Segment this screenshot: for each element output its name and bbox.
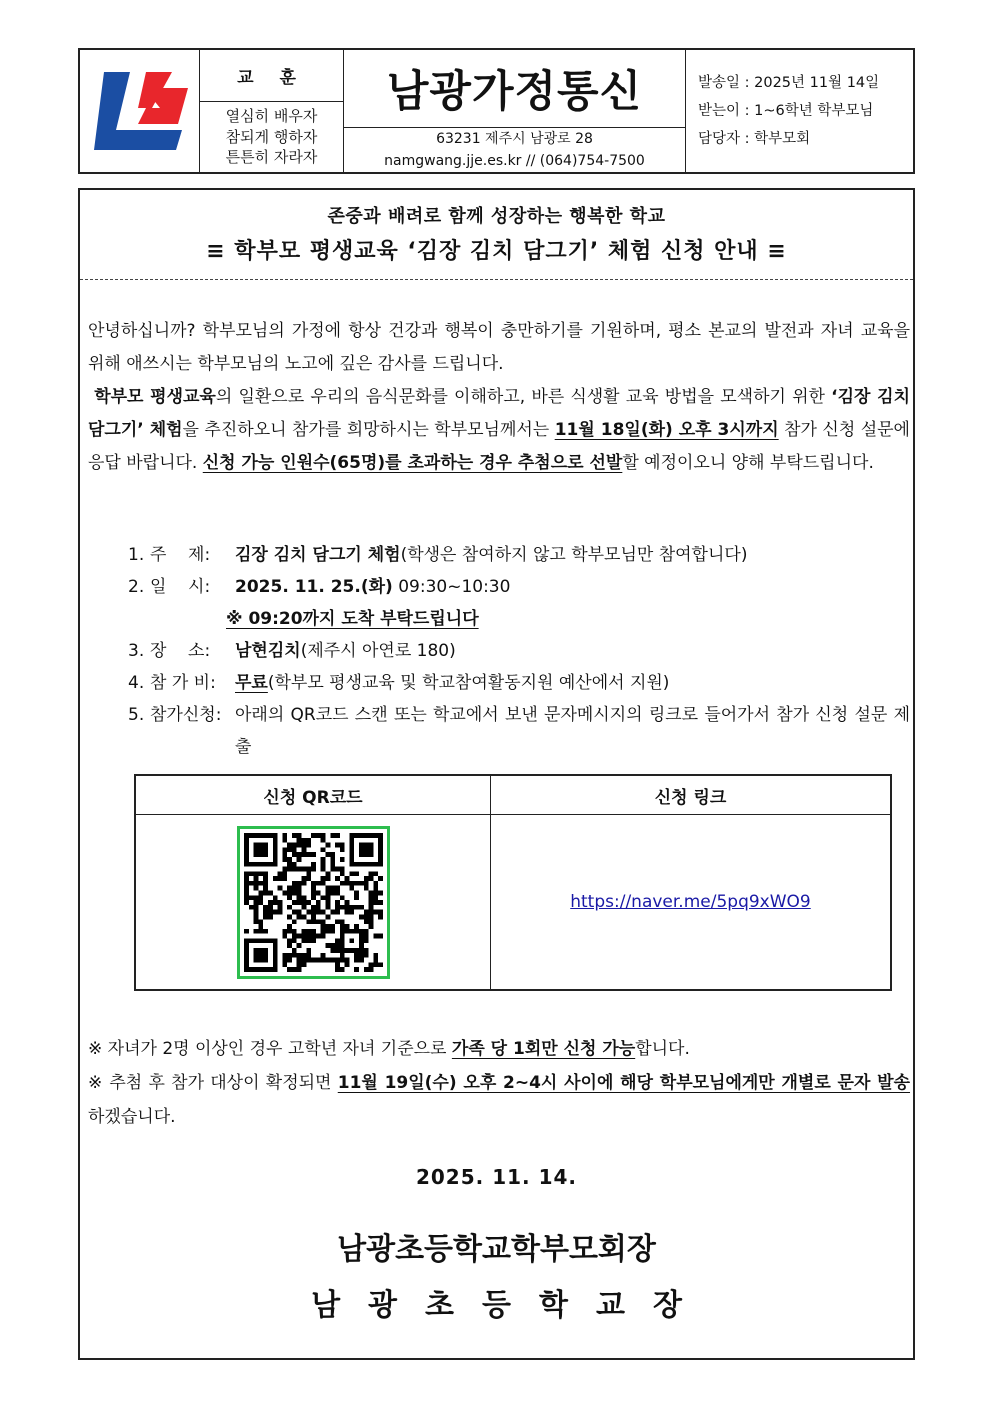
notes (88, 1032, 910, 1134)
contact-line: namgwang.jje.es.kr // (064)754-7500 (384, 153, 645, 169)
item-key: 장 소: (150, 641, 211, 661)
event-details (128, 539, 910, 763)
greeting-paragraph: 안녕하십니까? 학부모님의 가정에 항상 건강과 행복이 충만하기를 기원하며, 평소 본교의 발전과 자녀 교육을 위해 애쓰시는 학부모님의 노고에 깊은 감사를 드립니다. (88, 321, 910, 374)
letter-body (78, 188, 915, 1360)
deadline-text: 11월 18일(화) 오후 3시까지 (554, 420, 779, 440)
school-slogan: 존중과 배려로 함께 성장하는 행복한 학교 (327, 206, 666, 227)
item-value (235, 699, 910, 763)
text: 할 예정이오니 양해 부탁드립니다. (622, 453, 874, 473)
motto-lines (200, 102, 343, 172)
qr-column-header: 신청 QR코드 (136, 776, 491, 814)
link-column-header: 신청 링크 (654, 787, 727, 808)
sent-date: 발송일 : 2025년 11월 14일 (698, 75, 880, 91)
detail-item-fee (128, 667, 910, 699)
item-value-bold: 2025. 11. 25.(화) (235, 577, 393, 597)
intro-text (88, 315, 910, 480)
signature-pta-president: 남광초등학교학부모회장 (337, 1232, 656, 1267)
newsletter-title-block (344, 50, 686, 172)
item-value (235, 539, 910, 571)
text: ※ 자녀가 2명 이상인 경우 고학년 자녀 기준으로 (88, 1039, 452, 1059)
recipient: 받는이 : 1~6학년 학부모님 (698, 103, 874, 119)
motto-line: 튼튼히 자라자 (225, 148, 318, 167)
motto-line: 참되게 행하자 (225, 127, 318, 146)
text: 의 일환으로 우리의 음식문화를 이해하고, 바른 식생활 교육 방법을 모색하기 위한 (215, 387, 832, 407)
letter-meta (686, 50, 913, 172)
item-key: 일 시: (150, 577, 211, 597)
item-value (235, 667, 910, 699)
item-value-rest: 09:30~10:30 (392, 577, 511, 597)
text: 하겠습니다. (88, 1107, 176, 1127)
detail-item-location (128, 635, 910, 667)
item-number: 2. (128, 577, 145, 597)
motto-title: 교 훈 (200, 50, 343, 102)
item-key: 주 제: (150, 545, 211, 565)
item-value-bold: 김장 김치 담그기 체험 (235, 545, 401, 565)
letterhead (78, 48, 915, 174)
lottery-notice: 신청 가능 인원수(65명)를 초과하는 경우 추첨으로 선발 (202, 453, 623, 473)
item-number: 3. (128, 641, 145, 661)
item-value-rest: (제주시 아연로 180) (300, 641, 456, 661)
text: 합니다. (635, 1039, 690, 1059)
qr-code[interactable] (237, 826, 390, 979)
document-title: ≡ 학부모 평생교육 ‘김장 김치 담그기’ 체험 신청 안내 ≡ (206, 239, 787, 264)
school-motto (200, 50, 344, 172)
issue-date: 2025. 11. 14. (415, 1165, 578, 1189)
announcement-paragraph (88, 381, 910, 480)
motto-line: 열심히 배우자 (225, 107, 318, 126)
item-value (235, 635, 910, 667)
item-value-bold: 남현김치 (235, 641, 301, 661)
school-logo-icon (90, 68, 190, 154)
detail-item-topic (128, 539, 910, 571)
school-logo (80, 50, 200, 172)
item-value (235, 571, 910, 603)
signature-principal: 남광초등학교장 (311, 1288, 710, 1323)
table-body-row (136, 815, 890, 989)
item-value-bold: 무료 (235, 673, 268, 693)
item-key: 참 가 비: (150, 673, 216, 693)
contact-person: 담당자 : 학부모회 (698, 131, 811, 147)
item-number: 1. (128, 545, 145, 565)
newsletter-title: 남광가정통신 (344, 50, 685, 128)
application-table (134, 774, 892, 991)
detail-item-datetime (128, 571, 910, 603)
school-address (344, 128, 685, 172)
item-value-rest: (학생은 참여하지 않고 학부모님만 참여합니다) (400, 545, 748, 565)
link-cell (491, 815, 890, 989)
application-link[interactable]: https://naver.me/5pq9xWO9 (570, 892, 811, 912)
qr-code-icon (244, 833, 383, 972)
arrival-note-text: ※ 09:20까지 도착 부탁드립니다 (226, 609, 479, 629)
table-header-row (136, 776, 890, 815)
text: ※ 추첨 후 참가 대상이 확정되면 (88, 1073, 338, 1093)
bold-text: 11월 19일(수) 오후 2~4시 사이에 해당 학부모님에게만 개별로 문자 발송 (337, 1073, 911, 1093)
item-number: 4. (128, 673, 145, 693)
text: 참가 신청 설문에 응답 바랍니다. (88, 420, 910, 473)
bold-text: ‘김장 김치 담그기’ 체험 (88, 387, 910, 440)
arrival-note (128, 603, 910, 635)
bold-text: 가족 당 1회만 신청 가능 (451, 1039, 636, 1059)
item-value-rest: (학부모 평생교육 및 학교참여활동지원 예산에서 지원) (267, 673, 670, 693)
qr-cell (136, 815, 491, 989)
item-number: 5. (128, 705, 145, 725)
bold-text: 학부모 평생교육 (94, 387, 216, 407)
item-value-rest: 아래의 QR코드 스캔 또는 학교에서 보낸 문자메시지의 링크로 들어가서 참가 신청 설문 제출 (235, 705, 910, 757)
note-notification (88, 1066, 910, 1134)
note-family-limit (88, 1032, 910, 1066)
text: 을 추진하오니 참가를 희망하시는 학부모님께서는 (182, 420, 555, 440)
detail-item-application (128, 699, 910, 763)
address-line: 63231 제주시 남광로 28 (436, 131, 593, 147)
item-key: 참가신청: (150, 705, 222, 725)
title-divider (80, 279, 913, 280)
